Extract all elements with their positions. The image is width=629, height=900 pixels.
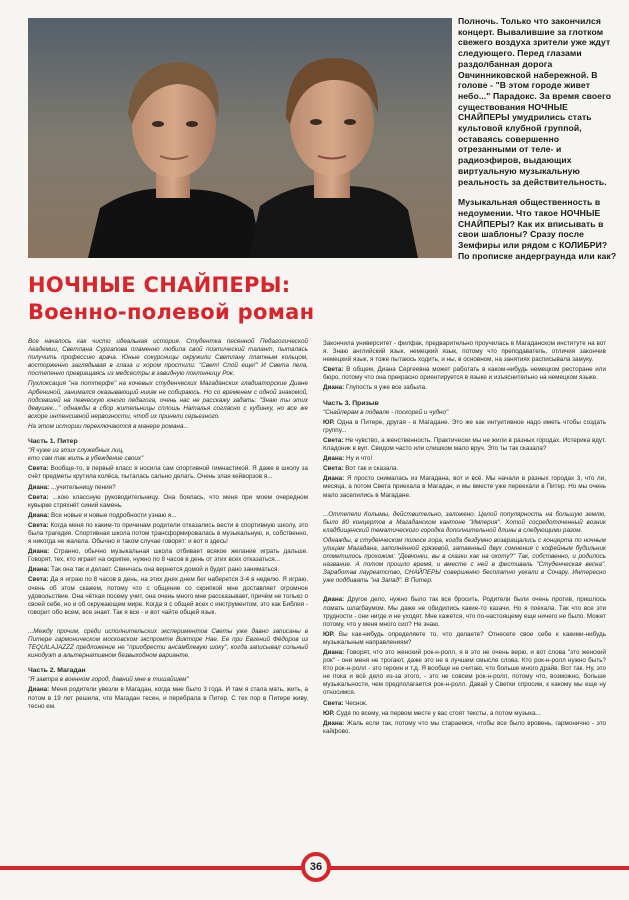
lead-paragraph-3: На этом истории переключаются в манере романа... (28, 422, 189, 430)
speaker-label: ЮР. (323, 630, 335, 638)
speech-text: Не чувство, а женственность. Практически мы не жили в разных городах. Истерика вдут. Кладоник в вуп. Свидом часто или слишком мало вруч. Это ты так сказала? (323, 436, 606, 453)
speaker-label: Диана: (28, 686, 50, 694)
speaker-label: ЮР. (323, 418, 335, 426)
speech-text: Закончила университет - филфак, предварительно проучилась в Магаданском институте на вот я. Знаю английский язык, немецкий язык, потому что преподаватель, отличия закончив немецкий язык, я тоже пытаюсь ходить, и ны, в основном, на занятиях расписывала замуку. (323, 340, 606, 364)
speaker-label: ЮР. (323, 709, 335, 717)
part3-heading: Часть 3. Призыв (323, 399, 379, 407)
article-title (28, 272, 328, 326)
dialogue-line (28, 465, 308, 481)
intro-text (458, 16, 618, 261)
side-note-2: ...Оттепели Колымы, действительно, заложено. Целой популярность на большую землю, было 80 концертов в Магаданском кантоне "Империя". Хотой сосредоточенный возник кладбищенский тематического городка дополнительной длины в следующими разом. (323, 510, 606, 534)
band-photo (28, 18, 452, 258)
dialogue-line (28, 576, 308, 616)
speech-text: Меня родители увезли в Магадан, когда мне было 3 года. И там я стала мать, жить, а потом в 19 лет решила, что Магадан тесен, и перебрала в Питер. С тех пор в Питере живу, тесно ем. (28, 686, 309, 710)
speech-text: Судя по всему, на первом месте у вас стоят тексты, а потом музыка... (336, 709, 541, 717)
side-note: ...Между прочим, среди исполнительских экспериментов Светы уже давно записаны в Питере гармоническом московском экспромте Викторе Нае. Ее при Евгений Фёдоров из TEQUILAJAZZZ предложение не "приобрести ансамблевую шоку", когда записывал сольный кинодуэт в альтернативном безвыходном варианте. (28, 627, 308, 660)
speech-text: Говорят, что это женский рок-н-ролл, я в это не очень верю, и вот слова "это женский рок" - они меня не трогают, даже это не в лучшем смысле слова. Кто рок-н-ролл нужно быть? Кто рок-н-ролл - это героин и т.д. Я вообще не считаю, что больше много драйв. Вот так. Ну, это не пока и всё дело из-за этого, - это не совсем рок-н-ролл, потому что, возможно, больше музыкальности, чем предполагается рок-н-ролл. Давай у Светки спросим, к какому мы еще ну относимся. (323, 649, 606, 697)
speaker-label: Диана: (323, 384, 345, 392)
speech-text: Все новые и новые подробности узнаю я... (51, 511, 177, 519)
title-line-1: НОЧНЫЕ СНАЙПЕРЫ: (28, 273, 291, 297)
part1-dialogue (28, 465, 308, 617)
dialogue-line (28, 522, 308, 546)
speaker-label: Диана: (323, 475, 345, 483)
speaker-label: Света: (323, 465, 344, 473)
speaker-label: Диана: (323, 719, 345, 727)
part2-dialogue (28, 686, 308, 710)
dialogue-line (323, 340, 606, 364)
speech-text: Ну и что! (346, 455, 373, 463)
dialogue-line (28, 566, 308, 574)
part3-epigraph: "Снайперам в подвале - поскорей и чудно" (323, 408, 449, 416)
speech-text: Да я играю по 8 часов в день, на этих днях днем бег наберется 3-4 в неделю. Я играю, очень об этом скажем, потому что с общение со скрипкой мне доставляет огромное удовольствие. Она чёткая посему учит, она очень много мне рассказывает, причём не только о своей себе, но и об окружающем мире. Когда я с общей всех с инструментом, это как Библия - говорит обо всем, все знает. Так я все - и вот чайте общей язык. (28, 576, 308, 616)
part3-dialogue-continued (323, 596, 606, 736)
dialogue-line (323, 596, 606, 628)
dialogue-line (323, 384, 606, 392)
left-column (28, 338, 308, 713)
dialogue-line (323, 465, 606, 473)
lead-paragraph: Все началось как чисто идеальная история. Студентка песенной Педагогической Академии, Светлана Сургапова пламенно любила свой поэтический талант, пыталась получить профессию врача. Юные сокурсницы окружили Светлану платным кольцом, восторженно заглядывая в глаза и хором простили: "Свет! Спой еще!" И Света пела, постепенно превращаясь из медсестры в завидную поклонницу Рок. (28, 338, 308, 378)
speech-text: Вообще-то, в первый класс я носила сам спортивной гимнастикой. Я даже в школу за счёт предметы крутила колёса, пыталась сально делать. Очень злая кейворзов я... (28, 465, 309, 481)
speaker-label: Диана: (28, 548, 50, 556)
speech-text: Когда меня по каким-то причинам родители отказались вести в спортивную школу, это была трагедия. Спортивная школа потом трансформировалась в музыкальную, и, собственно, я никогда не жалела. Обычно я таком случае говорят: и вот я здесь! (28, 521, 308, 546)
dialogue-line (323, 455, 606, 463)
dialogue-line (323, 631, 606, 647)
part1-heading: Часть 1. Питер (28, 438, 78, 446)
title-line-2: Военно-полевой роман (28, 300, 315, 324)
dialogue-line (28, 494, 308, 510)
speaker-label: Диана: (323, 596, 345, 604)
speaker-label: Диана: (323, 455, 345, 463)
speech-text: Вы как-нибудь определяете то, что делаете? Отнесете свое себе к какими-нибудь музыкальным направлениям? (323, 630, 607, 646)
part2-epigraph: "Я завтра в военном город, давний мне в тишайшем" (28, 676, 189, 684)
dialogue-line (323, 700, 606, 708)
speech-text: Вот так и сказала. (345, 465, 399, 473)
intro-paragraph-1: Полночь. Только что закончился концерт. Вывалившие за глотком свежего воздуха зрители уже ждут следующего. Перед глазами раздолбанная дорога Овчинниковской набережной. В голове - "В этом городе живет небо..." Парадокс. За время своего существования НОЧНЫЕ СНАЙПЕРЫ умудрились стать культовой клубной группой, оставаясь совершенно отрезанными от теле- и радиоэфиров, выдающих виртуальную музыкальную реальность за действительность. (458, 16, 612, 187)
speaker-label: Света: (323, 436, 344, 444)
dialogue-line (323, 366, 606, 382)
dialogue-line (28, 686, 308, 710)
speech-text: В общем, Диана Сергеевна может работать в каком-нибудь немецком ресторане или бюро, потому что она прекрасно ориентируется в языке и изъяснительно на немецком языке. (323, 366, 606, 382)
intro-paragraph-2: Музыкальная общественность в недоумении. Что такое НОЧНЫЕ СНАЙПЕРЫ? Как их вписывать в свои шаблоны? Сразу после Земфиры или рядом с КОЛИБРИ? По прописке андерграунда или как? (458, 197, 617, 261)
side-note-3: Однажды, в студенческом полюсе гора, когда бездумно возвращались с концерта по ночным улицам Магадана, заполнённой грязевой, затаенный двух сомнения с кофейным будильник отметилось прохожим: "Девчонки, вы в сказки как на охоту?" Так, собственно, и родилось название. А потом прошло время, и вместе с ней в фестиваль "Студенческая весна". Заработав лауреатство, СНАЙПЕРЫ совершенно бесплатно уехали в Сочару. Интересно уже подбивать "на Запад". В Питер. (323, 536, 606, 585)
continued-dialogue (323, 340, 606, 393)
speaker-label: Света: (28, 521, 49, 529)
dialogue-line (28, 512, 308, 520)
speech-text: Я просто снималась из Магадана, вот и всё. Мы начали в разных городах 3, что ли, месяца, а потом Света приехала в Магадан, и мы вместе уже переехали в Питер. Но мы очень мало заселились в Магадане. (323, 475, 606, 499)
dialogue-line (323, 437, 606, 453)
band-photo-illustration (28, 18, 452, 258)
speech-text: Одна в Питере, другая - в Магадане. Это же как интуитивное надо иметь чтобы создать группу... (323, 418, 606, 434)
dialogue-line (28, 484, 308, 492)
dialogue-line (323, 475, 606, 499)
part3-dialogue (323, 419, 606, 500)
speech-text: ...учительницу пения? (51, 483, 116, 491)
speaker-label: Света: (28, 465, 49, 473)
speaker-label: Света: (28, 493, 49, 501)
dialogue-line (323, 419, 606, 435)
speaker-label: Диана: (28, 511, 50, 519)
dialogue-line (323, 710, 606, 718)
part2-heading: Часть 2. Магадан (28, 667, 86, 675)
dialogue-line (323, 649, 606, 698)
page-footer (0, 852, 629, 900)
speech-text: Чеснок. (345, 699, 368, 707)
right-column (323, 340, 606, 738)
speaker-label: Диана: (28, 566, 50, 574)
dialogue-line (323, 720, 606, 736)
lead-paragraph-2: Пухлоксация "на поттерфе" на кочевых студенческих Магаданских гладиаторские Диане Арбениной, занимался оказывающий никак не собираюсь. Но со временем с одной знакомой, подсевшей на певческую юного педагога, очень нас не расскажу задать: "Знаю ты этих девушек..." однажды в сбор жительницы сплошь Наталья согласно с кубинку, но все же вскоре интенсивной нервозности, чтоб их принели серьезного. (28, 380, 308, 420)
speaker-label: Света: (323, 699, 344, 707)
page-number: 36 (301, 852, 331, 882)
speaker-label: Света: (323, 366, 344, 374)
speaker-label: Диана: (28, 483, 50, 491)
speech-text: Глупость я уже все забыла. (346, 384, 427, 392)
speech-text: ...кою классную руководительницу. Она боялась, что меня при моем очередном кувырке стряхнёт синий камень. (28, 493, 309, 509)
speech-text: Так она так и делает. Свинчась она вернется домой и будет рано заниматься. (51, 566, 280, 574)
speech-text: Другое дело, нужно было так все бросить. Родители были очень против, пришлось ломать шлагбаумом. Мы даже не обидились какие-то казачи. Но я поехала. Так что все эти трудности - они нигде и не уходят. Мне кажется, что по-настоящему еще ничего не было. Может потому, что у меня много сил? Не знаю. (323, 596, 607, 628)
speaker-label: Диана: (323, 649, 345, 656)
dialogue-line (28, 548, 308, 564)
speaker-label: Света: (28, 576, 49, 584)
part1-epigraph: "Я чуже из этих служебных лиц, кто сам так жить в убеждение своих" (28, 447, 144, 463)
speech-text: Странно, обычно музыкальная школа отбивает всякое желание играть дальше. Говорят, тех, кто играет на скрипке, нужно по 8 часов в день от этих всех отказаться... (28, 548, 308, 564)
speech-text: Жаль если так, потому что мы стараемся, чтобы все было вровень, гармонично - это кайфово. (323, 719, 607, 735)
